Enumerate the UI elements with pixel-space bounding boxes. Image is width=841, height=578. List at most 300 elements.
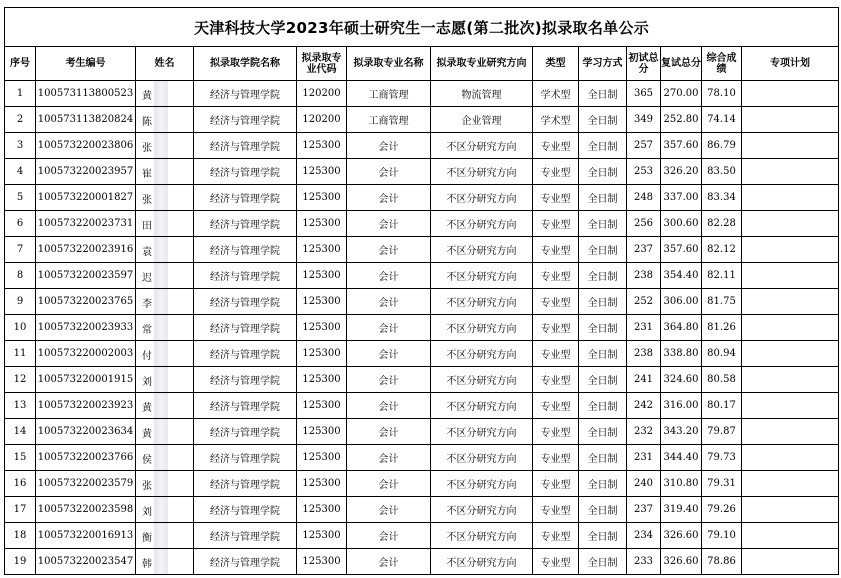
header-index: 序号 (5, 47, 36, 81)
cell-retest-score: 357.60 (661, 237, 702, 263)
privacy-blur-mask (154, 523, 168, 548)
admission-table (4, 7, 839, 575)
cell-study-mode: 全日制 (579, 185, 627, 211)
name-text: 刘 (142, 377, 152, 388)
cell-name (136, 133, 194, 159)
cell-overall-score: 80.94 (702, 341, 742, 367)
cell-study-mode: 全日制 (579, 523, 627, 549)
cell-type: 专业型 (533, 159, 579, 185)
privacy-blur-mask (154, 445, 168, 470)
cell-index: 5 (5, 185, 36, 211)
privacy-blur-mask (154, 185, 168, 210)
table-row (5, 497, 839, 523)
cell-college: 经济与管理学院 (194, 211, 297, 237)
cell-college: 经济与管理学院 (194, 419, 297, 445)
cell-research-direction: 不区分研究方向 (431, 393, 533, 419)
cell-major-code: 125300 (297, 497, 347, 523)
cell-major-code: 120200 (297, 81, 347, 107)
cell-major-name: 会计 (347, 211, 431, 237)
cell-study-mode: 全日制 (579, 315, 627, 341)
cell-study-mode: 全日制 (579, 367, 627, 393)
cell-candidate-id: 100573113820824 (36, 107, 136, 133)
cell-college: 经济与管理学院 (194, 497, 297, 523)
cell-retest-score: 337.00 (661, 185, 702, 211)
table-body (5, 81, 839, 575)
cell-index: 15 (5, 445, 36, 471)
cell-research-direction: 不区分研究方向 (431, 211, 533, 237)
cell-college: 经济与管理学院 (194, 445, 297, 471)
cell-college: 经济与管理学院 (194, 549, 297, 575)
cell-special-plan (742, 263, 839, 289)
cell-overall-score: 86.79 (702, 133, 742, 159)
table-row (5, 393, 839, 419)
cell-special-plan (742, 81, 839, 107)
cell-major-name: 会计 (347, 549, 431, 575)
name-text: 韩 (142, 559, 152, 570)
header-retest-score: 复试总分 (661, 47, 702, 81)
cell-research-direction: 不区分研究方向 (431, 523, 533, 549)
cell-retest-score: 326.60 (661, 523, 702, 549)
cell-major-name: 会计 (347, 341, 431, 367)
cell-name (136, 237, 194, 263)
cell-type: 专业型 (533, 523, 579, 549)
cell-index: 17 (5, 497, 36, 523)
privacy-blur-mask (154, 341, 168, 366)
cell-study-mode: 全日制 (579, 549, 627, 575)
cell-overall-score: 83.34 (702, 185, 742, 211)
cell-research-direction: 不区分研究方向 (431, 289, 533, 315)
cell-major-code: 125300 (297, 523, 347, 549)
cell-research-direction: 不区分研究方向 (431, 263, 533, 289)
header-study-mode: 学习方式 (579, 47, 627, 81)
cell-overall-score: 78.86 (702, 549, 742, 575)
cell-retest-score: 252.80 (661, 107, 702, 133)
header-research-direction: 拟录取专业研究方向 (431, 47, 533, 81)
cell-major-name: 会计 (347, 289, 431, 315)
cell-college: 经济与管理学院 (194, 367, 297, 393)
cell-index: 12 (5, 367, 36, 393)
cell-initial-score: 237 (627, 237, 661, 263)
cell-major-code: 125300 (297, 185, 347, 211)
name-text: 侯 (142, 455, 152, 466)
cell-index: 8 (5, 263, 36, 289)
cell-candidate-id: 100573220023766 (36, 445, 136, 471)
cell-type: 专业型 (533, 445, 579, 471)
cell-overall-score: 79.73 (702, 445, 742, 471)
cell-initial-score: 252 (627, 289, 661, 315)
privacy-blur-mask (154, 211, 168, 236)
cell-study-mode: 全日制 (579, 211, 627, 237)
cell-study-mode: 全日制 (579, 341, 627, 367)
name-text: 迟 (142, 273, 152, 284)
cell-name (136, 523, 194, 549)
cell-initial-score: 232 (627, 419, 661, 445)
cell-research-direction: 不区分研究方向 (431, 237, 533, 263)
cell-major-name: 会计 (347, 237, 431, 263)
cell-candidate-id: 100573220023957 (36, 159, 136, 185)
cell-type: 专业型 (533, 393, 579, 419)
header-special-plan: 专项计划 (742, 47, 839, 81)
cell-initial-score: 237 (627, 497, 661, 523)
cell-research-direction: 不区分研究方向 (431, 497, 533, 523)
cell-candidate-id: 100573220016913 (36, 523, 136, 549)
cell-name (136, 159, 194, 185)
cell-special-plan (742, 523, 839, 549)
cell-index: 19 (5, 549, 36, 575)
cell-name (136, 211, 194, 237)
cell-initial-score: 242 (627, 393, 661, 419)
cell-retest-score: 324.60 (661, 367, 702, 393)
name-text: 付 (142, 351, 152, 362)
cell-index: 13 (5, 393, 36, 419)
cell-index: 9 (5, 289, 36, 315)
cell-special-plan (742, 471, 839, 497)
cell-name (136, 367, 194, 393)
cell-major-name: 会计 (347, 523, 431, 549)
cell-type: 专业型 (533, 289, 579, 315)
cell-candidate-id: 100573220023598 (36, 497, 136, 523)
cell-type: 学术型 (533, 107, 579, 133)
cell-candidate-id: 100573220023916 (36, 237, 136, 263)
cell-initial-score: 231 (627, 445, 661, 471)
name-text: 衡 (142, 533, 152, 544)
cell-retest-score: 344.40 (661, 445, 702, 471)
cell-candidate-id: 100573113800523 (36, 81, 136, 107)
cell-initial-score: 231 (627, 315, 661, 341)
cell-special-plan (742, 289, 839, 315)
table-row (5, 471, 839, 497)
cell-retest-score: 270.00 (661, 81, 702, 107)
cell-overall-score: 82.12 (702, 237, 742, 263)
privacy-blur-mask (154, 133, 168, 158)
cell-retest-score: 300.60 (661, 211, 702, 237)
cell-research-direction: 不区分研究方向 (431, 315, 533, 341)
cell-overall-score: 80.17 (702, 393, 742, 419)
table-row (5, 133, 839, 159)
cell-candidate-id: 100573220001827 (36, 185, 136, 211)
cell-major-code: 125300 (297, 549, 347, 575)
cell-special-plan (742, 185, 839, 211)
cell-special-plan (742, 211, 839, 237)
cell-major-name: 会计 (347, 471, 431, 497)
cell-major-code: 125300 (297, 471, 347, 497)
cell-study-mode: 全日制 (579, 445, 627, 471)
cell-major-name: 会计 (347, 315, 431, 341)
cell-candidate-id: 100573220001915 (36, 367, 136, 393)
cell-initial-score: 233 (627, 549, 661, 575)
privacy-blur-mask (154, 81, 168, 106)
table-row (5, 315, 839, 341)
table-row (5, 159, 839, 185)
cell-retest-score: 319.40 (661, 497, 702, 523)
cell-name (136, 393, 194, 419)
cell-major-code: 125300 (297, 237, 347, 263)
header-candidate-id: 考生编号 (36, 47, 136, 81)
cell-major-name: 会计 (347, 263, 431, 289)
privacy-blur-mask (154, 497, 168, 522)
privacy-blur-mask (154, 367, 168, 392)
cell-overall-score: 80.58 (702, 367, 742, 393)
cell-study-mode: 全日制 (579, 159, 627, 185)
header-initial-score: 初试总分 (627, 47, 661, 81)
cell-overall-score: 82.28 (702, 211, 742, 237)
cell-candidate-id: 100573220002003 (36, 341, 136, 367)
cell-major-name: 会计 (347, 367, 431, 393)
name-text: 田 (142, 221, 152, 232)
table-header-row (5, 47, 839, 81)
cell-college: 经济与管理学院 (194, 185, 297, 211)
cell-name (136, 497, 194, 523)
cell-name (136, 445, 194, 471)
cell-index: 1 (5, 81, 36, 107)
cell-overall-score: 79.26 (702, 497, 742, 523)
privacy-blur-mask (154, 549, 168, 574)
cell-initial-score: 238 (627, 341, 661, 367)
cell-type: 专业型 (533, 263, 579, 289)
cell-major-code: 125300 (297, 289, 347, 315)
privacy-blur-mask (154, 315, 168, 340)
name-text: 崔 (142, 169, 152, 180)
cell-overall-score: 79.31 (702, 471, 742, 497)
cell-type: 专业型 (533, 471, 579, 497)
cell-major-code: 125300 (297, 419, 347, 445)
table-row (5, 549, 839, 575)
header-name: 姓名 (136, 47, 194, 81)
header-major-name: 拟录取专业名称 (347, 47, 431, 81)
cell-overall-score: 83.50 (702, 159, 742, 185)
cell-college: 经济与管理学院 (194, 393, 297, 419)
cell-retest-score: 364.80 (661, 315, 702, 341)
cell-type: 专业型 (533, 497, 579, 523)
cell-college: 经济与管理学院 (194, 81, 297, 107)
cell-major-name: 会计 (347, 393, 431, 419)
cell-type: 学术型 (533, 81, 579, 107)
table-row (5, 211, 839, 237)
cell-major-name: 工商管理 (347, 81, 431, 107)
cell-major-code: 125300 (297, 445, 347, 471)
cell-index: 18 (5, 523, 36, 549)
name-text: 陈 (142, 117, 152, 128)
cell-index: 14 (5, 419, 36, 445)
cell-overall-score: 74.14 (702, 107, 742, 133)
cell-college: 经济与管理学院 (194, 263, 297, 289)
cell-study-mode: 全日制 (579, 393, 627, 419)
table-row (5, 289, 839, 315)
table-row (5, 263, 839, 289)
cell-research-direction: 物流管理 (431, 81, 533, 107)
cell-special-plan (742, 367, 839, 393)
header-major-code: 拟录取专业代码 (297, 47, 347, 81)
cell-research-direction: 不区分研究方向 (431, 367, 533, 393)
cell-overall-score: 81.26 (702, 315, 742, 341)
cell-candidate-id: 100573220023547 (36, 549, 136, 575)
cell-initial-score: 349 (627, 107, 661, 133)
cell-major-code: 125300 (297, 315, 347, 341)
cell-research-direction: 不区分研究方向 (431, 341, 533, 367)
cell-special-plan (742, 159, 839, 185)
cell-type: 专业型 (533, 367, 579, 393)
cell-type: 专业型 (533, 211, 579, 237)
header-type: 类型 (533, 47, 579, 81)
header-overall-score: 综合成绩 (702, 47, 742, 81)
cell-initial-score: 240 (627, 471, 661, 497)
cell-candidate-id: 100573220023923 (36, 393, 136, 419)
table-row (5, 367, 839, 393)
table-row (5, 107, 839, 133)
cell-name (136, 289, 194, 315)
name-text: 黄 (142, 429, 152, 440)
cell-study-mode: 全日制 (579, 107, 627, 133)
cell-major-code: 120200 (297, 107, 347, 133)
header-college: 拟录取学院名称 (194, 47, 297, 81)
name-text: 黄 (142, 91, 152, 102)
cell-candidate-id: 100573220023634 (36, 419, 136, 445)
cell-study-mode: 全日制 (579, 471, 627, 497)
cell-initial-score: 256 (627, 211, 661, 237)
privacy-blur-mask (154, 107, 168, 132)
table-row (5, 523, 839, 549)
cell-overall-score: 81.75 (702, 289, 742, 315)
cell-special-plan (742, 315, 839, 341)
table-row (5, 341, 839, 367)
cell-name (136, 315, 194, 341)
cell-college: 经济与管理学院 (194, 107, 297, 133)
cell-type: 专业型 (533, 315, 579, 341)
cell-type: 专业型 (533, 237, 579, 263)
cell-name (136, 549, 194, 575)
cell-major-name: 会计 (347, 497, 431, 523)
cell-initial-score: 248 (627, 185, 661, 211)
name-text: 张 (142, 195, 152, 206)
cell-candidate-id: 100573220023933 (36, 315, 136, 341)
cell-college: 经济与管理学院 (194, 289, 297, 315)
cell-index: 10 (5, 315, 36, 341)
cell-research-direction: 不区分研究方向 (431, 133, 533, 159)
cell-major-code: 125300 (297, 133, 347, 159)
cell-major-code: 125300 (297, 159, 347, 185)
cell-study-mode: 全日制 (579, 81, 627, 107)
cell-special-plan (742, 419, 839, 445)
cell-special-plan (742, 549, 839, 575)
cell-major-code: 125300 (297, 393, 347, 419)
cell-index: 7 (5, 237, 36, 263)
cell-retest-score: 343.20 (661, 419, 702, 445)
cell-initial-score: 238 (627, 263, 661, 289)
privacy-blur-mask (154, 159, 168, 184)
cell-candidate-id: 100573220023731 (36, 211, 136, 237)
cell-major-name: 会计 (347, 185, 431, 211)
cell-candidate-id: 100573220023579 (36, 471, 136, 497)
cell-overall-score: 79.10 (702, 523, 742, 549)
cell-major-name: 工商管理 (347, 107, 431, 133)
cell-index: 11 (5, 341, 36, 367)
cell-initial-score: 241 (627, 367, 661, 393)
cell-index: 4 (5, 159, 36, 185)
privacy-blur-mask (154, 419, 168, 444)
cell-special-plan (742, 107, 839, 133)
cell-retest-score: 357.60 (661, 133, 702, 159)
cell-major-name: 会计 (347, 133, 431, 159)
cell-college: 经济与管理学院 (194, 341, 297, 367)
cell-index: 2 (5, 107, 36, 133)
cell-index: 3 (5, 133, 36, 159)
cell-name (136, 263, 194, 289)
cell-study-mode: 全日制 (579, 263, 627, 289)
cell-type: 专业型 (533, 419, 579, 445)
cell-research-direction: 不区分研究方向 (431, 419, 533, 445)
cell-research-direction: 不区分研究方向 (431, 185, 533, 211)
cell-retest-score: 354.40 (661, 263, 702, 289)
cell-name (136, 471, 194, 497)
cell-retest-score: 326.20 (661, 159, 702, 185)
table-row (5, 185, 839, 211)
cell-name (136, 419, 194, 445)
name-text: 袁 (142, 247, 152, 258)
cell-initial-score: 253 (627, 159, 661, 185)
cell-study-mode: 全日制 (579, 133, 627, 159)
cell-type: 专业型 (533, 185, 579, 211)
cell-research-direction: 不区分研究方向 (431, 549, 533, 575)
cell-major-code: 125300 (297, 341, 347, 367)
cell-index: 16 (5, 471, 36, 497)
table-row (5, 419, 839, 445)
cell-candidate-id: 100573220023765 (36, 289, 136, 315)
cell-college: 经济与管理学院 (194, 159, 297, 185)
cell-special-plan (742, 133, 839, 159)
cell-study-mode: 全日制 (579, 497, 627, 523)
name-text: 黄 (142, 403, 152, 414)
cell-name (136, 185, 194, 211)
cell-research-direction: 企业管理 (431, 107, 533, 133)
cell-type: 专业型 (533, 549, 579, 575)
cell-study-mode: 全日制 (579, 289, 627, 315)
cell-special-plan (742, 393, 839, 419)
cell-research-direction: 不区分研究方向 (431, 159, 533, 185)
cell-name (136, 107, 194, 133)
cell-major-name: 会计 (347, 419, 431, 445)
cell-overall-score: 82.11 (702, 263, 742, 289)
cell-candidate-id: 100573220023806 (36, 133, 136, 159)
cell-college: 经济与管理学院 (194, 237, 297, 263)
table-row (5, 81, 839, 107)
cell-major-name: 会计 (347, 445, 431, 471)
cell-special-plan (742, 445, 839, 471)
privacy-blur-mask (154, 263, 168, 288)
table-row (5, 237, 839, 263)
privacy-blur-mask (154, 289, 168, 314)
cell-research-direction: 不区分研究方向 (431, 471, 533, 497)
cell-index: 6 (5, 211, 36, 237)
privacy-blur-mask (154, 237, 168, 262)
cell-college: 经济与管理学院 (194, 523, 297, 549)
cell-overall-score: 79.87 (702, 419, 742, 445)
cell-retest-score: 310.80 (661, 471, 702, 497)
cell-special-plan (742, 497, 839, 523)
cell-type: 专业型 (533, 341, 579, 367)
cell-special-plan (742, 237, 839, 263)
cell-type: 专业型 (533, 133, 579, 159)
privacy-blur-mask (154, 393, 168, 418)
cell-study-mode: 全日制 (579, 419, 627, 445)
cell-research-direction: 不区分研究方向 (431, 445, 533, 471)
table-row (5, 445, 839, 471)
cell-college: 经济与管理学院 (194, 471, 297, 497)
cell-college: 经济与管理学院 (194, 315, 297, 341)
privacy-blur-mask (154, 471, 168, 496)
cell-major-name: 会计 (347, 159, 431, 185)
cell-overall-score: 78.10 (702, 81, 742, 107)
cell-candidate-id: 100573220023597 (36, 263, 136, 289)
